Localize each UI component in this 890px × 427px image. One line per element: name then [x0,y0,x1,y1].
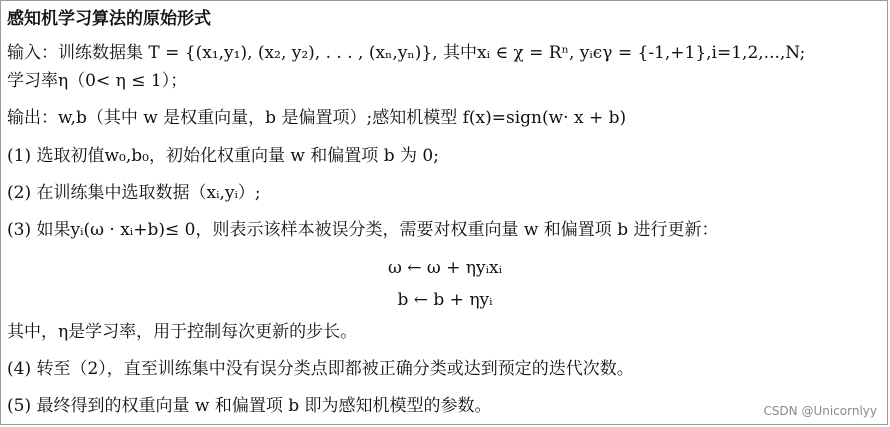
update-b-formula: b ← b + ηyᵢ [397,290,493,310]
update-w-formula: ω ← ω + ηyᵢxᵢ [387,258,503,278]
input-line-1: 输入：训练数据集 T = {(x₁,y₁), (x₂, y₂), . . . , (xₙ,yₙ)}, 其中xᵢ ∈ χ = Rⁿ, yᵢϵγ = {-1,+1},i=1,2,...,N; [7,43,806,63]
input-line-2: 学习率η（0< η ≤ 1）； [7,71,188,91]
output-line: 输出：w,b（其中 w 是权重向量，b 是偏置项）;感知机模型 f(x)=sign(w· x + b) [7,108,627,128]
watermark: CSDN @Unicornlyy [763,404,877,418]
learning-rate-note: 其中，η是学习率，用于控制每次更新的步长。 [7,322,358,342]
step-1: (1) 选取初值w₀,b₀，初始化权重向量 w 和偏置项 b 为 0; [7,146,439,166]
step-4: (4) 转至（2），直至训练集中没有误分类点即都被正确分类或达到预定的迭代次数。 [7,359,634,379]
step-5: (5) 最终得到的权重向量 w 和偏置项 b 即为感知机模型的参数。 [7,396,492,416]
heading: 感知机学习算法的原始形式 [7,9,211,29]
step-3: (3) 如果yᵢ(ω · xᵢ+b)≤ 0，则表示该样本被误分类，需要对权重向量 w 和偏置项 b 进行更新： [7,220,719,240]
step-2: (2) 在训练集中选取数据（xᵢ,yᵢ）; [7,183,261,203]
